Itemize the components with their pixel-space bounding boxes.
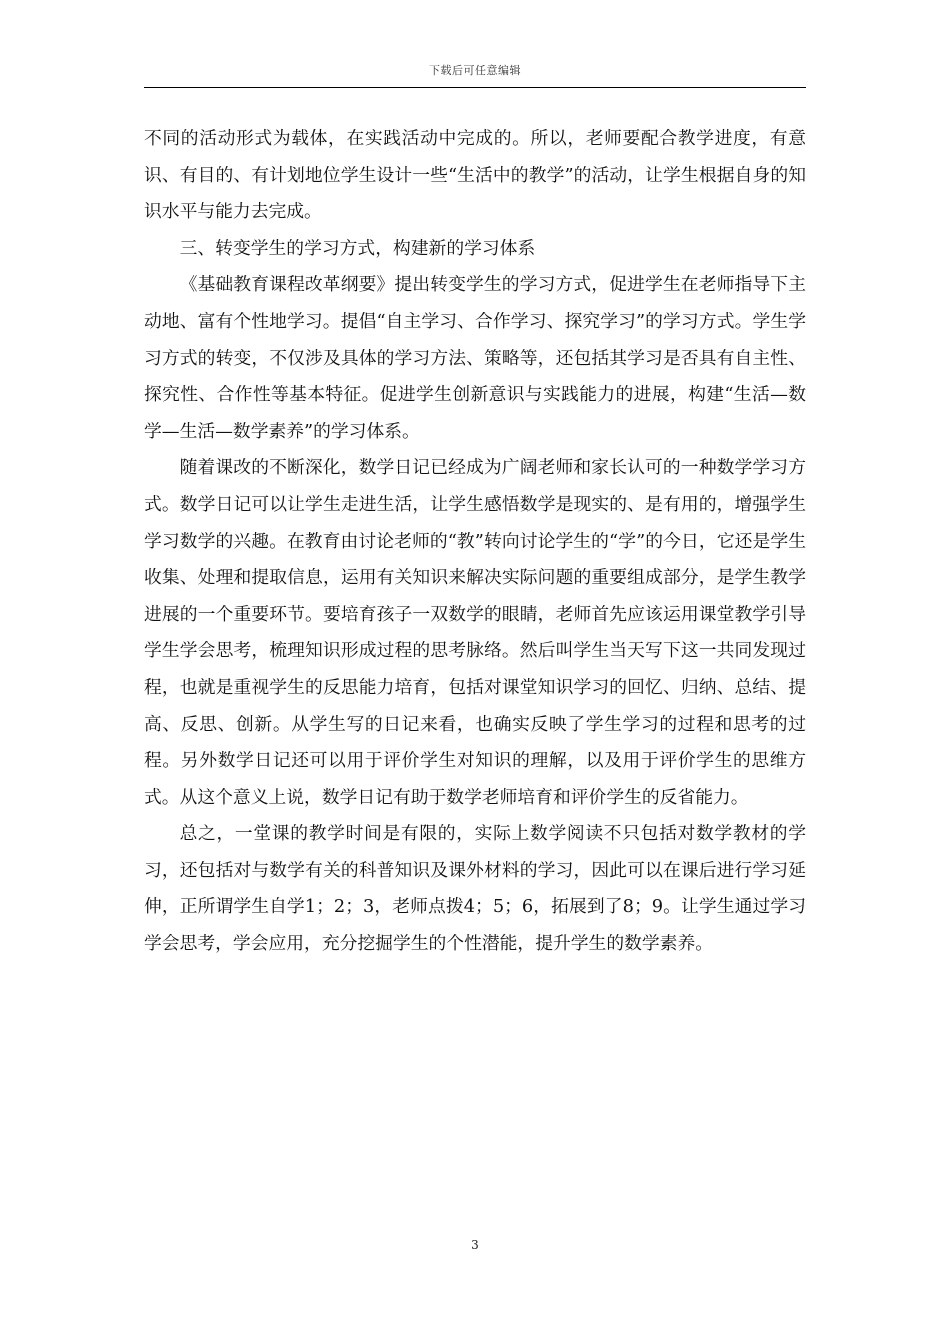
paragraph-3: 随着课改的不断深化，数学日记已经成为广阔老师和家长认可的一种数学学习方式。数学日记可以让学生走进生活，让学生感悟数学是现实的、是有用的，增强学生学习数学的兴趣。在教育由讨论老师的“教”转向讨论学生的“学”的今日，它还是学生收集、处理和提取信息，运用有关知识来解决实际问题的重要组成部分，是学生教学进展的一个重要环节。要培育孩子一双数学的眼睛，老师首先应该运用课堂教学引导学生学会思考，梳理知识形成过程的思考脉络。然后叫学生当天写下这一共同发现过程，也就是重视学生的反思能力培育，包括对课堂知识学习的回忆、归纳、总结、提高、反思、创新。从学生写的日记来看，也确实反映了学生学习的过程和思考的过程。另外数学日记还可以用于评价学生对知识的理解，以及用于评价学生的思维方式。从这个意义上说，数学日记有助于数学老师培育和评价学生的反省能力。 bbox=[144, 457, 806, 808]
document-body bbox=[144, 121, 806, 963]
header-divider bbox=[144, 87, 806, 88]
paragraph-4: 总之，一堂课的教学时间是有限的，实际上数学阅读不只包括对数学教材的学习，还包括对与数学有关的科普知识及课外材料的学习，因此可以在课后进行学习延伸，正所谓学生自学1；2；3，老师点拨4；5；6，拓展到了8；9。让学生通过学习学会思考，学会应用，充分挖掘学生的个性潜能，提升学生的数学素养。 bbox=[144, 823, 806, 955]
page-number: 3 bbox=[471, 1238, 479, 1252]
page-header: 下载后可任意编辑 bbox=[429, 64, 521, 77]
paragraph-2: 《基础教育课程改革纲要》提出转变学生的学习方式，促进学生在老师指导下主动地、富有个性地学习。提倡“自主学习、合作学习、探究学习”的学习方式。学生学习方式的转变，不仅涉及具体的学习方法、策略等，还包括其学习是否具有自主性、探究性、合作性等基本特征。促进学生创新意识与实践能力的进展，构建“生活—数学—生活—数学素养”的学习体系。 bbox=[144, 274, 806, 442]
paragraph-1: 不同的活动形式为载体，在实践活动中完成的。所以，老师要配合教学进度，有意识、有目的、有计划地位学生设计一些“生活中的教学”的活动，让学生根据自身的知识水平与能力去完成。 bbox=[144, 128, 806, 223]
section-heading: 三、转变学生的学习方式，构建新的学习体系 bbox=[179, 237, 536, 259]
